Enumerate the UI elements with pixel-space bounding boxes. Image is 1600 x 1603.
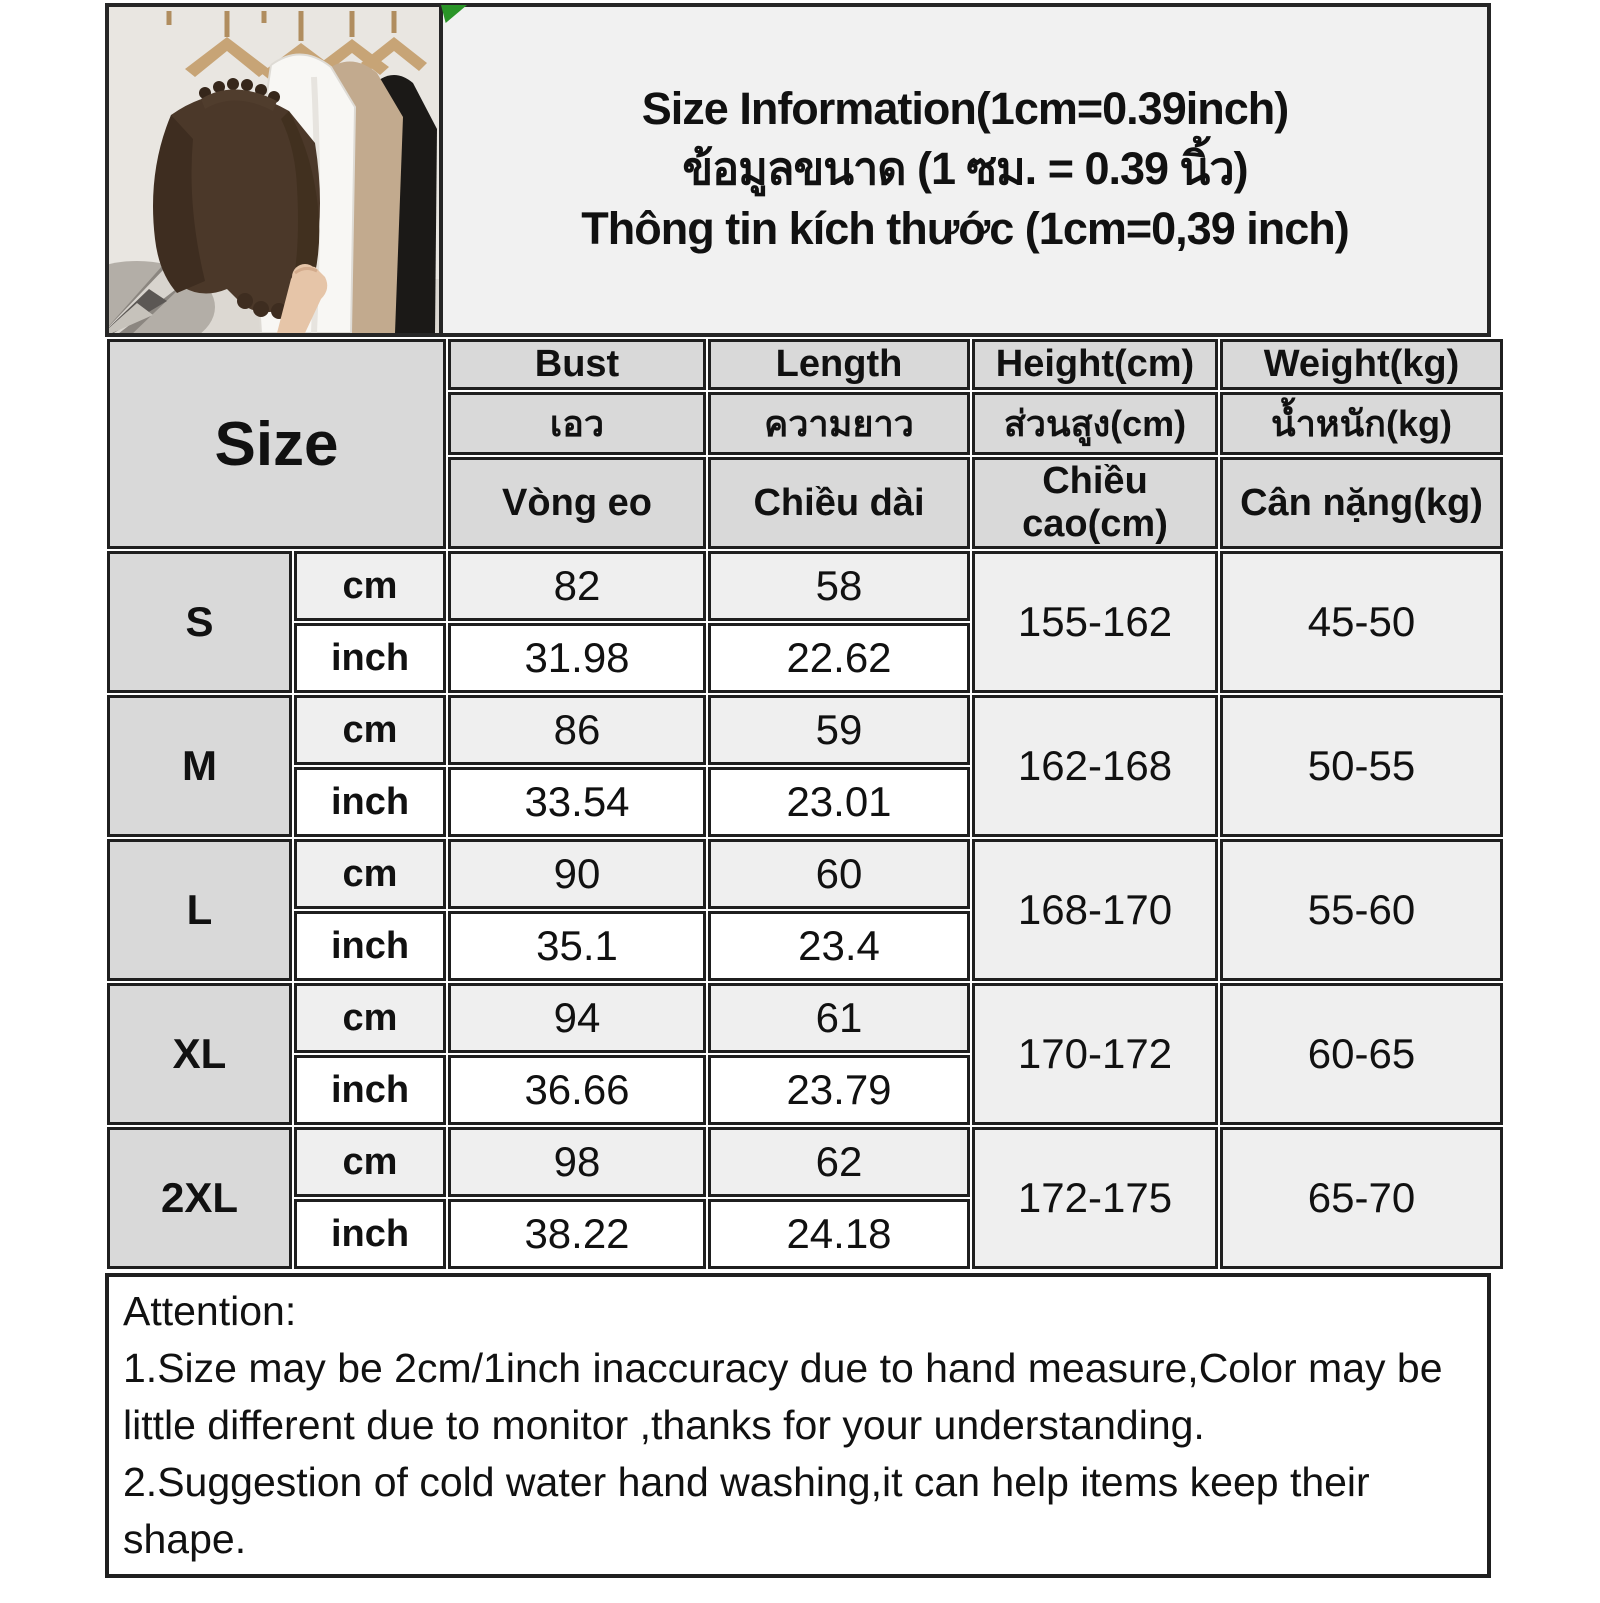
size-label-2xl: 2XL bbox=[107, 1127, 292, 1269]
unit-inch: inch bbox=[294, 767, 446, 837]
title-area bbox=[443, 7, 1487, 333]
l-bust-cm: 90 bbox=[448, 839, 706, 909]
product-photo-illustration bbox=[109, 7, 439, 333]
attention-note-2: 2.Suggestion of cold water hand washing,it can help items keep their shape. bbox=[123, 1459, 1370, 1562]
header-row-english bbox=[107, 339, 1503, 390]
unit-inch: inch bbox=[294, 623, 446, 693]
s-bust-cm: 82 bbox=[448, 551, 706, 621]
2xl-bust-inch: 38.22 bbox=[448, 1199, 706, 1269]
xl-weight-range: 60-65 bbox=[1220, 983, 1503, 1125]
col-header-bust-en: Bust bbox=[448, 339, 706, 390]
col-header-length-vi: Chiều dài bbox=[708, 457, 970, 549]
attention-box bbox=[105, 1273, 1491, 1578]
col-header-weight-en: Weight(kg) bbox=[1220, 339, 1503, 390]
unit-cm: cm bbox=[294, 839, 446, 909]
col-header-length-th: ความยาว bbox=[708, 392, 970, 455]
title-vietnamese: Thông tin kích thước (1cm=0,39 inch) bbox=[581, 203, 1349, 254]
table-row bbox=[107, 551, 1503, 621]
col-header-weight-th: น้ำหนัก(kg) bbox=[1220, 392, 1503, 455]
s-weight-range: 45-50 bbox=[1220, 551, 1503, 693]
l-weight-range: 55-60 bbox=[1220, 839, 1503, 981]
m-length-cm: 59 bbox=[708, 695, 970, 765]
2xl-weight-range: 65-70 bbox=[1220, 1127, 1503, 1269]
col-header-bust-vi: Vòng eo bbox=[448, 457, 706, 549]
col-header-height-en: Height(cm) bbox=[972, 339, 1218, 390]
2xl-length-cm: 62 bbox=[708, 1127, 970, 1197]
size-chart-sheet bbox=[105, 3, 1491, 1578]
title-english: Size Information(1cm=0.39inch) bbox=[641, 83, 1289, 134]
2xl-length-inch: 24.18 bbox=[708, 1199, 970, 1269]
unit-cm: cm bbox=[294, 983, 446, 1053]
l-bust-inch: 35.1 bbox=[448, 911, 706, 981]
col-header-height-vi: Chiều cao(cm) bbox=[972, 457, 1218, 549]
size-label-l: L bbox=[107, 839, 292, 981]
product-photo bbox=[109, 7, 443, 333]
s-length-inch: 22.62 bbox=[708, 623, 970, 693]
m-bust-cm: 86 bbox=[448, 695, 706, 765]
2xl-height-range: 172-175 bbox=[972, 1127, 1218, 1269]
l-length-inch: 23.4 bbox=[708, 911, 970, 981]
xl-height-range: 170-172 bbox=[972, 983, 1218, 1125]
unit-cm: cm bbox=[294, 695, 446, 765]
col-header-length-en: Length bbox=[708, 339, 970, 390]
l-length-cm: 60 bbox=[708, 839, 970, 909]
m-weight-range: 50-55 bbox=[1220, 695, 1503, 837]
s-height-range: 155-162 bbox=[972, 551, 1218, 693]
table-row bbox=[107, 983, 1503, 1053]
unit-cm: cm bbox=[294, 551, 446, 621]
top-band bbox=[105, 3, 1491, 337]
size-table bbox=[105, 337, 1505, 1271]
m-length-inch: 23.01 bbox=[708, 767, 970, 837]
col-header-weight-vi: Cân nặng(kg) bbox=[1220, 457, 1503, 549]
table-row bbox=[107, 839, 1503, 909]
size-label-xl: XL bbox=[107, 983, 292, 1125]
xl-length-cm: 61 bbox=[708, 983, 970, 1053]
l-height-range: 168-170 bbox=[972, 839, 1218, 981]
attention-note-1: 1.Size may be 2cm/1inch inaccuracy due to hand measure,Color may be little different due to monitor ,thanks for your understanding. bbox=[123, 1345, 1443, 1448]
s-bust-inch: 31.98 bbox=[448, 623, 706, 693]
table-row bbox=[107, 1127, 1503, 1197]
m-height-range: 162-168 bbox=[972, 695, 1218, 837]
unit-inch: inch bbox=[294, 1055, 446, 1125]
size-corner-cell: Size bbox=[107, 339, 446, 549]
xl-bust-inch: 36.66 bbox=[448, 1055, 706, 1125]
unit-cm: cm bbox=[294, 1127, 446, 1197]
s-length-cm: 58 bbox=[708, 551, 970, 621]
unit-inch: inch bbox=[294, 1199, 446, 1269]
xl-length-inch: 23.79 bbox=[708, 1055, 970, 1125]
col-header-height-th: ส่วนสูง(cm) bbox=[972, 392, 1218, 455]
title-thai: ข้อมูลขนาด (1 ซม. = 0.39 นิ้ว) bbox=[682, 143, 1248, 194]
xl-bust-cm: 94 bbox=[448, 983, 706, 1053]
size-label-m: M bbox=[107, 695, 292, 837]
table-row bbox=[107, 695, 1503, 765]
2xl-bust-cm: 98 bbox=[448, 1127, 706, 1197]
col-header-bust-th: เอว bbox=[448, 392, 706, 455]
size-label-s: S bbox=[107, 551, 292, 693]
attention-heading: Attention: bbox=[123, 1288, 297, 1334]
unit-inch: inch bbox=[294, 911, 446, 981]
m-bust-inch: 33.54 bbox=[448, 767, 706, 837]
